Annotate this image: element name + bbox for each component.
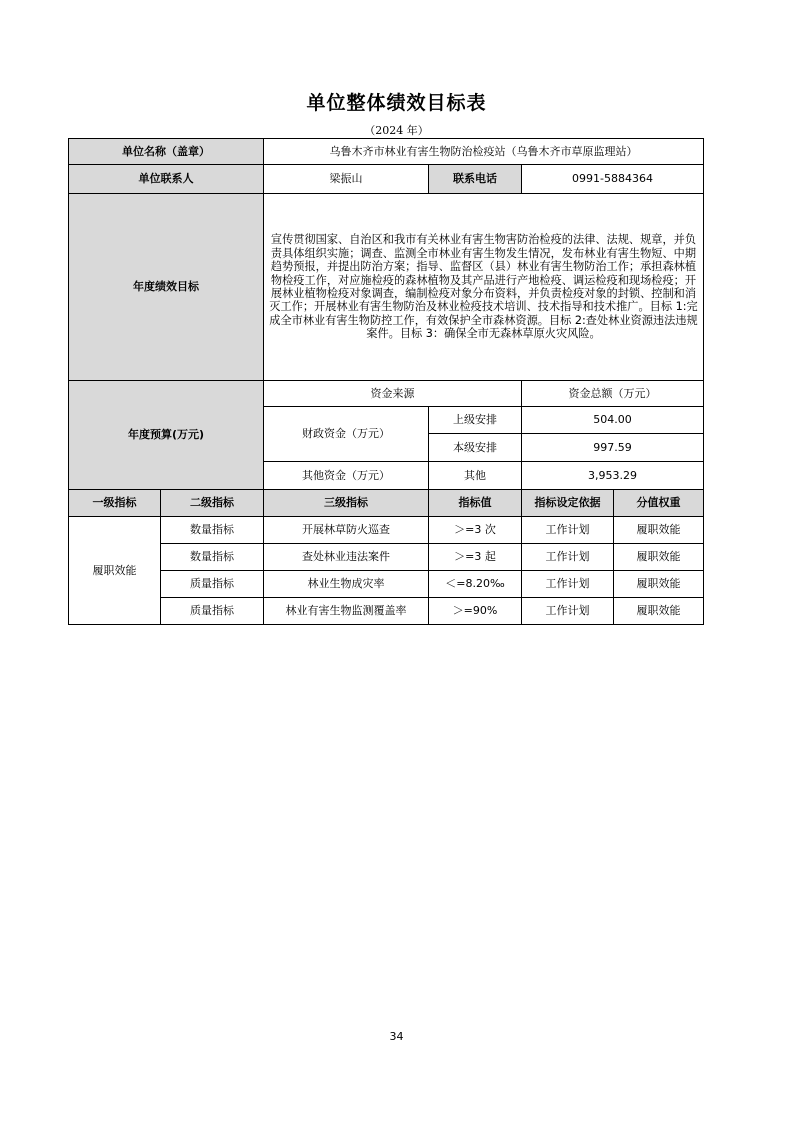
level3-cell: 查处林业违法案件 bbox=[264, 544, 429, 571]
unit-name-value: 乌鲁木齐市林业有害生物防治检疫站（乌鲁木齐市草原监理站） bbox=[264, 139, 704, 165]
performance-goal-table bbox=[68, 138, 704, 625]
upper-allocation-value: 504.00 bbox=[522, 407, 704, 434]
goal-label: 年度绩效目标 bbox=[69, 194, 264, 381]
header-basis: 指标设定依据 bbox=[522, 490, 614, 517]
basis-cell: 工作计划 bbox=[522, 517, 614, 544]
contact-row bbox=[69, 165, 704, 194]
basis-cell: 工作计划 bbox=[522, 544, 614, 571]
goal-text: 宣传贯彻国家、自治区和我市有关林业有害生物害防治检疫的法律、法规、规章，并负责具体组织实施；调查、监测全市林业有害生物发生情况，发布林业有害生物短、中期趋势预报，并提出防治方案；指导、监督区（县）林业有害生物防治工作；承担森林植物检疫工作，对应施检疫的森林植物及其产品进行产地检疫、调运检疫和现场检疫；开展林业植物检疫对象调查，编制检疫对象分布资料，并负责检疫对象的封锁、控制和消灭工作；开展林业有害生物防治及林业检疫技术培训、技术指导和技术推广。目标 1:完成全市林业有害生物防控工作，有效保护全市森林资源。目标 2:查处林业资源违法违规案件。目标 3：确保全市无森林草原火灾风险。 bbox=[264, 194, 704, 381]
level2-cell: 数量指标 bbox=[161, 544, 264, 571]
contact-label: 单位联系人 bbox=[69, 165, 264, 194]
local-allocation-value: 997.59 bbox=[522, 434, 704, 462]
unit-name-label: 单位名称（盖章） bbox=[69, 139, 264, 165]
indicator-header-row bbox=[69, 490, 704, 517]
phone-label: 联系电话 bbox=[429, 165, 522, 194]
header-level2: 二级指标 bbox=[161, 490, 264, 517]
level2-cell: 质量指标 bbox=[161, 598, 264, 625]
weight-cell: 履职效能 bbox=[614, 544, 704, 571]
weight-cell: 履职效能 bbox=[614, 517, 704, 544]
unit-name-row bbox=[69, 139, 704, 165]
other-sub-label: 其他 bbox=[429, 462, 522, 490]
level2-cell: 质量指标 bbox=[161, 571, 264, 598]
value-cell: ＞=3 次 bbox=[429, 517, 522, 544]
value-cell: ＜=8.20‰ bbox=[429, 571, 522, 598]
value-cell: ＞=90% bbox=[429, 598, 522, 625]
other-fund-value: 3,953.29 bbox=[522, 462, 704, 490]
weight-cell: 履职效能 bbox=[614, 598, 704, 625]
level3-cell: 开展林草防火巡查 bbox=[264, 517, 429, 544]
weight-cell: 履职效能 bbox=[614, 571, 704, 598]
header-value: 指标值 bbox=[429, 490, 522, 517]
page-title: 单位整体绩效目标表 bbox=[306, 92, 487, 114]
level3-cell: 林业生物成灾率 bbox=[264, 571, 429, 598]
page-number: 34 bbox=[389, 1030, 404, 1043]
budget-label: 年度预算(万元) bbox=[69, 381, 264, 490]
table-row bbox=[69, 544, 704, 571]
level3-cell: 林业有害生物监测覆盖率 bbox=[264, 598, 429, 625]
basis-cell: 工作计划 bbox=[522, 598, 614, 625]
header-level3: 三级指标 bbox=[264, 490, 429, 517]
other-fund-label: 其他资金（万元） bbox=[264, 462, 429, 490]
basis-cell: 工作计划 bbox=[522, 571, 614, 598]
header-weight: 分值权重 bbox=[614, 490, 704, 517]
fiscal-fund-label: 财政资金（万元） bbox=[264, 407, 429, 462]
goal-row bbox=[69, 194, 704, 381]
fund-total-header: 资金总额（万元） bbox=[522, 381, 704, 407]
value-cell: ＞=3 起 bbox=[429, 544, 522, 571]
upper-allocation-label: 上级安排 bbox=[429, 407, 522, 434]
header-level1: 一级指标 bbox=[69, 490, 161, 517]
level1-indicator: 履职效能 bbox=[69, 517, 161, 625]
table-row bbox=[69, 598, 704, 625]
table-row bbox=[69, 517, 704, 544]
budget-header-row bbox=[69, 381, 704, 407]
phone-value: 0991-5884364 bbox=[522, 165, 704, 194]
table-row bbox=[69, 571, 704, 598]
local-allocation-label: 本级安排 bbox=[429, 434, 522, 462]
contact-value: 梁振山 bbox=[264, 165, 429, 194]
fund-source-header: 资金来源 bbox=[264, 381, 522, 407]
report-year: （2024 年） bbox=[364, 124, 429, 137]
level2-cell: 数量指标 bbox=[161, 517, 264, 544]
